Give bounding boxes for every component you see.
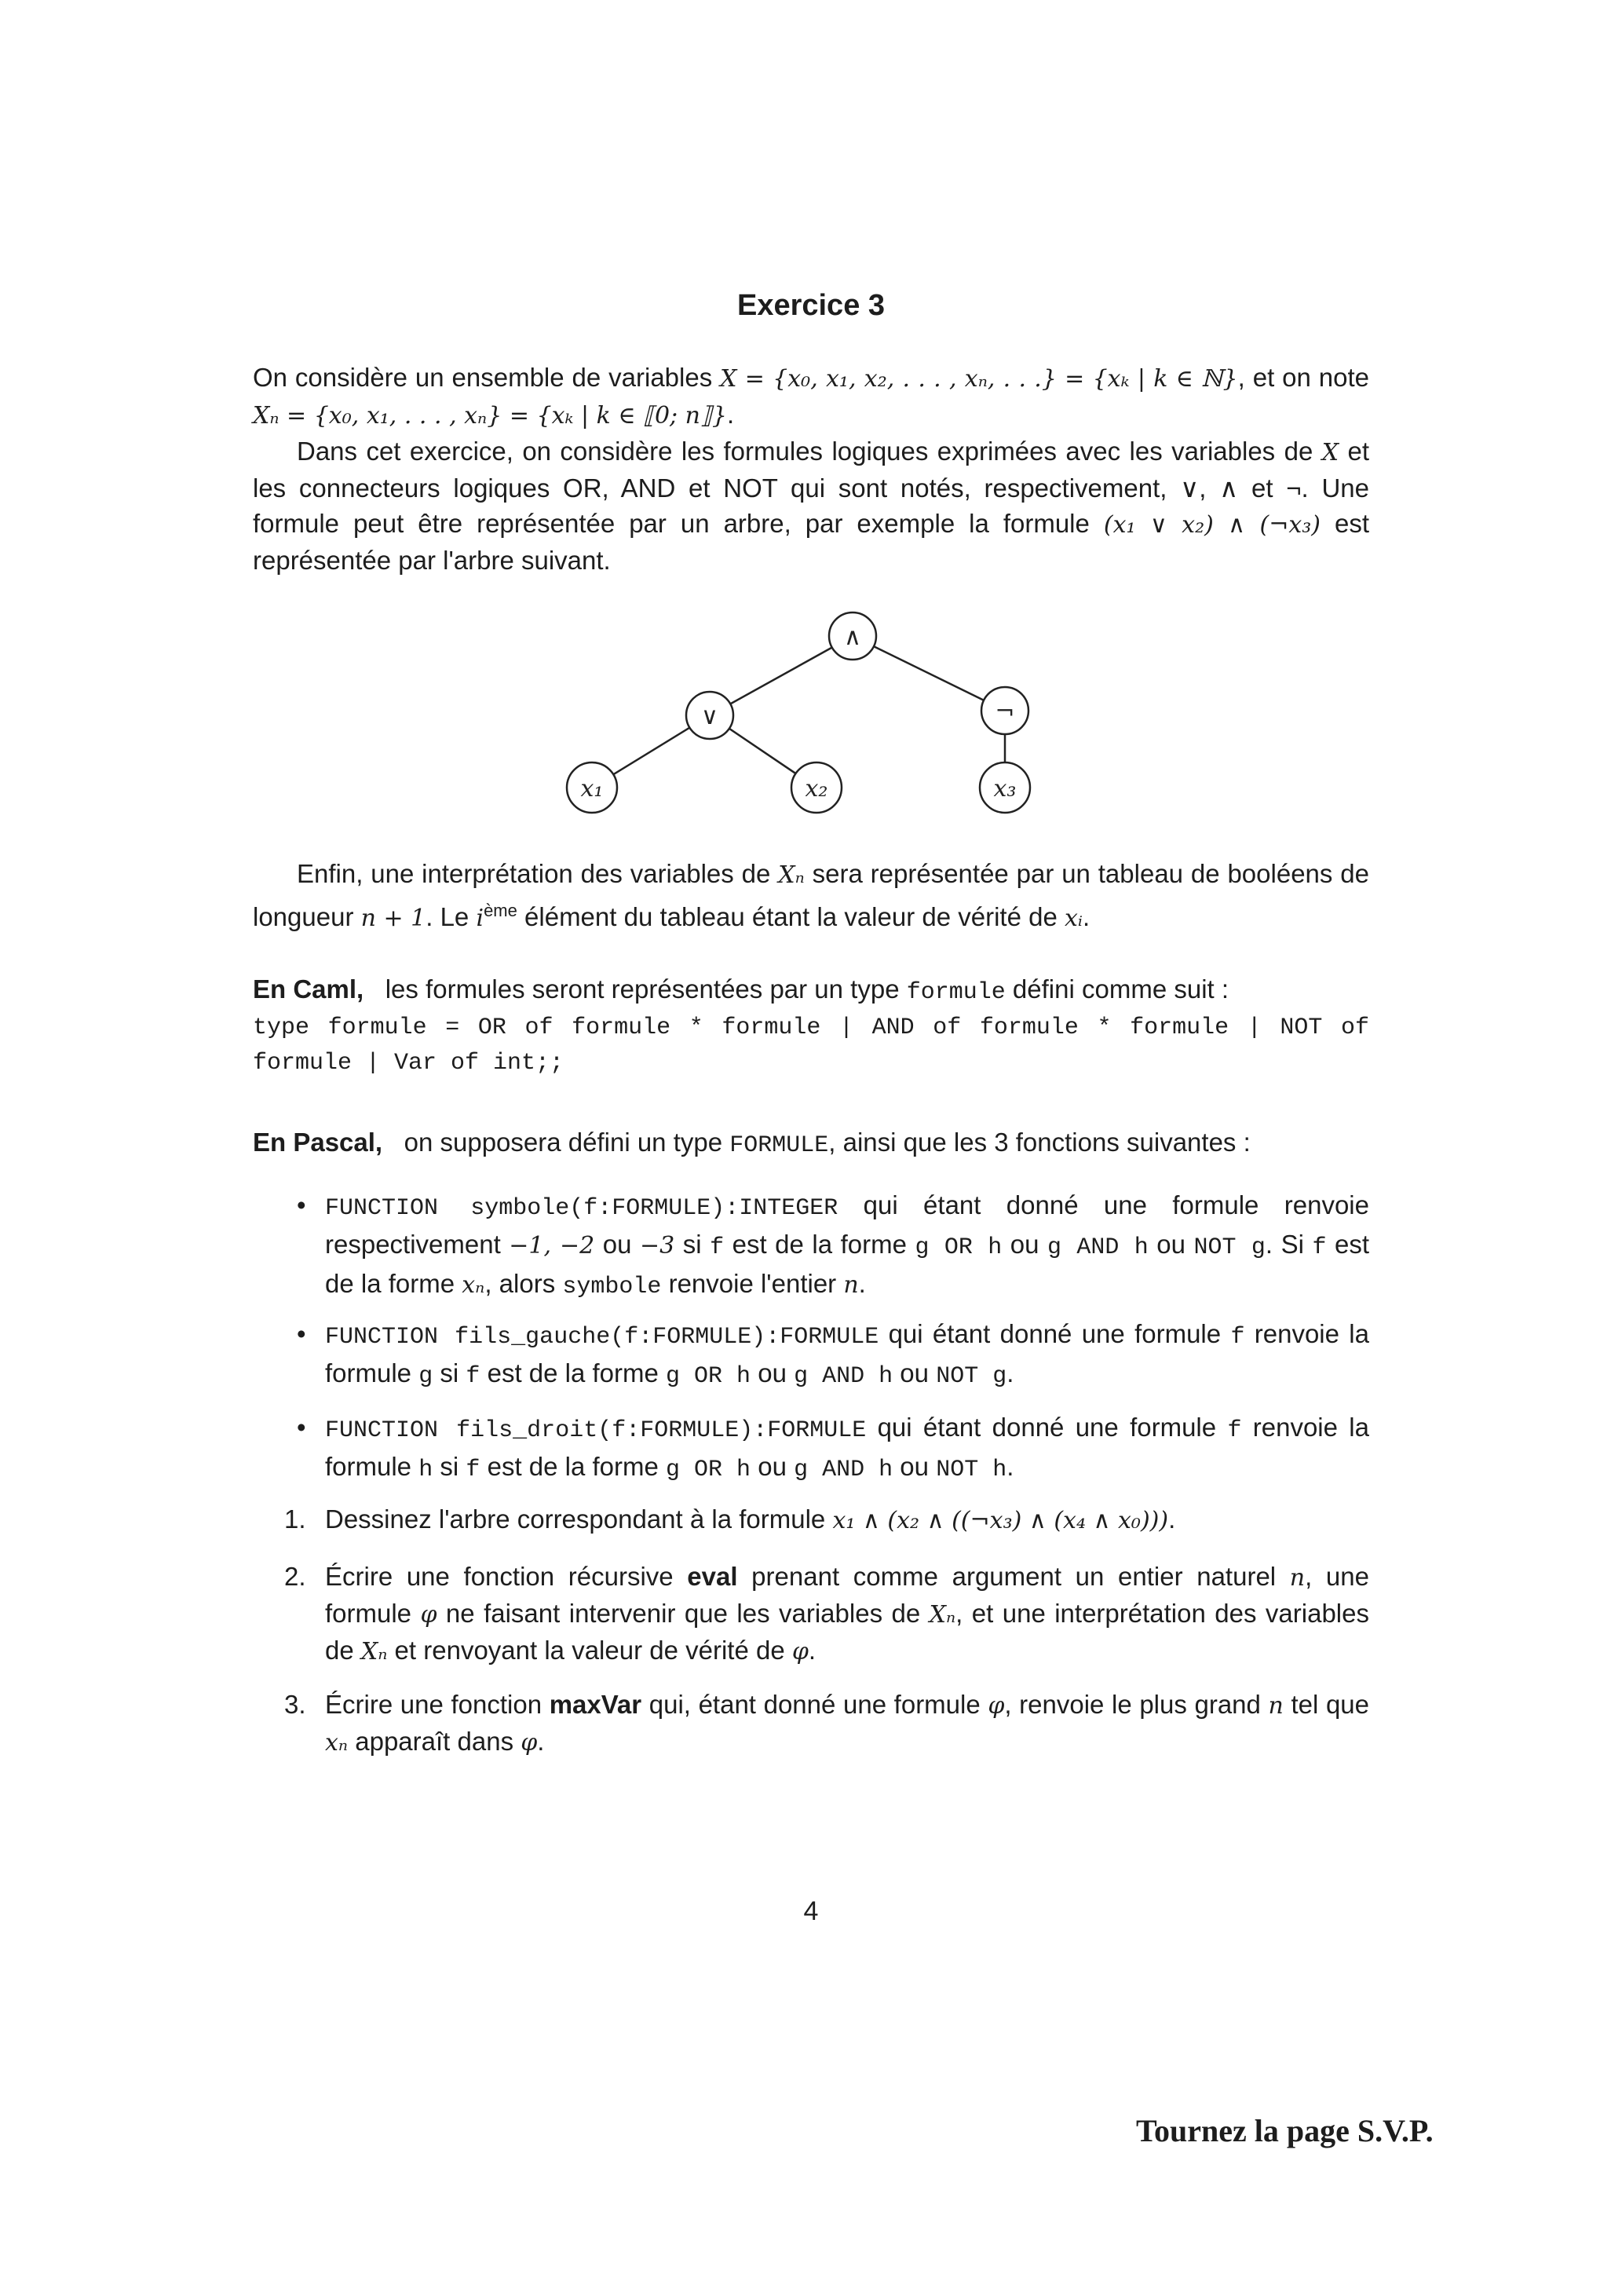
bullet-text: , alors <box>484 1269 563 1298</box>
pascal-label: En Pascal, <box>253 1128 383 1157</box>
bullet-fils-droit <box>297 1409 1369 1488</box>
formula-tree-diagram <box>550 605 1068 840</box>
node-and-label: ∧ <box>844 623 861 651</box>
math-value: −1, −2 <box>509 1232 595 1260</box>
question-text: , renvoie le plus grand <box>1004 1690 1269 1719</box>
code-token: f <box>466 1457 480 1483</box>
interp-text: . <box>1082 902 1090 931</box>
caml-text: les formules seront représentées par un type <box>363 974 907 1004</box>
math-value: −3 <box>639 1232 675 1260</box>
function-name: eval <box>687 1562 738 1591</box>
code-token: g AND h <box>1047 1234 1149 1261</box>
question-text: Dessinez l'arbre correspondant à la formule <box>325 1504 833 1534</box>
question-text: prenant comme argument un entier naturel <box>737 1562 1290 1591</box>
node-or <box>686 692 733 739</box>
code-token: f <box>466 1363 480 1390</box>
math-value: xₙ <box>462 1271 485 1299</box>
intro-text: Dans cet exercice, on considère les formules logiques exprimées avec les variables de <box>297 437 1322 466</box>
bullet-text: ou <box>1148 1230 1194 1259</box>
question-2 <box>284 1559 1369 1669</box>
bullet-text: si <box>433 1452 466 1481</box>
bullet-symbole <box>297 1187 1370 1305</box>
code-token: f <box>710 1234 725 1261</box>
question-text: Écrire une fonction <box>325 1690 550 1719</box>
bullet-text: qui étant donné une formule <box>866 1413 1228 1442</box>
math-value: Xₙ <box>929 1601 956 1629</box>
bullet-text: si <box>674 1230 711 1259</box>
bullet-text: est de la forme <box>480 1358 667 1387</box>
node-and <box>829 612 876 660</box>
intro-text: . <box>726 400 735 429</box>
code-token: g AND h <box>794 1363 893 1390</box>
pascal-section <box>253 1124 1369 1164</box>
question-text: . <box>537 1727 545 1756</box>
function-name: maxVar <box>549 1690 642 1719</box>
code-token: f <box>1227 1417 1242 1444</box>
math-xi: xᵢ <box>1064 905 1083 932</box>
exercise-title: Exercice 3 <box>736 289 886 322</box>
bullet-text: ou <box>751 1358 795 1387</box>
question-text: apparaît dans <box>348 1727 521 1756</box>
intro-paragraph-2 <box>253 433 1369 578</box>
code-token: g AND h <box>794 1457 893 1483</box>
question-text: , et une interprétation des variables de <box>325 1599 1369 1665</box>
code-token: f <box>1230 1324 1245 1351</box>
caml-label: En Caml, <box>253 974 364 1004</box>
interp-text: . Le <box>426 902 477 931</box>
math-value: n <box>1289 1564 1306 1592</box>
math-value: n <box>843 1271 859 1299</box>
intro-text: et les connecteurs logiques OR, AND et NOT qui sont notés, respectivement, ∨, ∧ et ¬. Une formule peut être représentée par un arbre, par exemple la formule <box>253 437 1369 538</box>
math-value: n <box>1268 1692 1284 1720</box>
function-signature: FUNCTION fils_gauche(f:FORMULE):FORMULE <box>325 1324 879 1351</box>
math-value: φ <box>521 1729 538 1757</box>
caml-type-definition: type formule = OR of formule * formule | AND of formule * formule | NOT of formule | Var of int;; <box>253 1015 1369 1077</box>
code-token: NOT h <box>936 1457 1007 1483</box>
bullet-text: qui étant donné une formule renvoie respectivement <box>325 1190 1369 1259</box>
bullet-text: ou <box>751 1452 795 1481</box>
function-signature: FUNCTION fils_droit(f:FORMULE):FORMULE <box>325 1417 867 1444</box>
question-text: et renvoyant la valeur de vérité de <box>387 1636 792 1665</box>
interp-text: sera représentée par un tableau de booléens de longueur <box>253 859 1369 931</box>
question-text: ne faisant intervenir que les variables de <box>437 1599 930 1628</box>
bullet-text: ou <box>1002 1230 1047 1259</box>
math-x: X <box>1321 439 1339 466</box>
code-token: h <box>418 1457 433 1483</box>
question-number: 2. <box>284 1562 306 1591</box>
node-x2 <box>791 762 842 813</box>
math-value: xₙ <box>325 1729 349 1757</box>
math-value: φ <box>988 1692 1005 1720</box>
footer-turn-page: Tournez la page S.V.P. <box>1136 2113 1434 2148</box>
math-value: Xₙ <box>360 1638 388 1665</box>
question-text: . <box>1168 1504 1176 1534</box>
bullet-text: renvoie la formule <box>325 1319 1369 1387</box>
set-x-formula: X = {x₀, x₁, x₂, . . . , xₙ, . . .} = {xₖ | k ∈ ℕ} <box>720 365 1238 393</box>
bullet-text: . Si <box>1265 1230 1313 1259</box>
code-token: g OR h <box>666 1457 751 1483</box>
code-token: g OR h <box>915 1234 1003 1261</box>
node-or-label: ∨ <box>701 703 718 730</box>
bullet-text: est de la forme <box>325 1230 1370 1298</box>
bullet-dot: • <box>297 1413 306 1442</box>
pascal-type-name: FORMULE <box>729 1132 829 1159</box>
question-text: , une formule <box>325 1562 1369 1628</box>
math-formula: x₁ ∧ (x₂ ∧ ((¬x₃) ∧ (x₄ ∧ x₀))) <box>832 1507 1169 1534</box>
set-xn-formula: Xₙ = {x₀, x₁, . . . , xₙ} = {xₖ | k ∈ ⟦0; n⟧} <box>253 402 727 430</box>
interp-text: élément du tableau étant la valeur de vérité de <box>517 902 1065 931</box>
interpretation-paragraph <box>253 856 1369 936</box>
node-x3 <box>980 762 1030 813</box>
intro-paragraph-1 <box>253 360 1369 433</box>
code-token: symbole <box>562 1274 662 1300</box>
code-token: NOT g <box>936 1363 1007 1390</box>
node-x1-label: x₁ <box>580 775 604 803</box>
bullet-text: . <box>1006 1452 1014 1481</box>
question-text: tel que <box>1283 1690 1370 1719</box>
bullet-text: qui étant donné une formule <box>879 1319 1231 1348</box>
bullet-text: est de la forme <box>480 1452 667 1481</box>
example-formula: (x₁ ∨ x₂) ∧ (¬x₃) <box>1103 511 1321 539</box>
bullet-text: ou <box>893 1452 937 1481</box>
bullet-text: est de la forme <box>724 1230 915 1259</box>
bullet-text: . <box>1006 1358 1014 1387</box>
node-not-label: ¬ <box>995 698 1015 726</box>
function-signature: FUNCTION symbole(f:FORMULE):INTEGER <box>325 1195 838 1222</box>
caml-text: défini comme suit : <box>1005 974 1229 1004</box>
node-x2-label: x₂ <box>805 775 828 803</box>
question-number: 1. <box>284 1504 306 1534</box>
question-text: qui, étant donné une formule <box>641 1690 988 1719</box>
caml-intro <box>253 971 1369 1011</box>
code-token: g OR h <box>666 1363 751 1390</box>
node-not <box>981 687 1028 734</box>
edge-and-not <box>853 636 1005 711</box>
pascal-text: on supposera défini un type <box>382 1128 730 1157</box>
math-i: i <box>476 905 484 932</box>
bullet-fils-gauche <box>297 1316 1369 1395</box>
question-text: . <box>808 1636 816 1665</box>
math-value: φ <box>420 1601 437 1629</box>
math-n-plus-1: n + 1 <box>360 905 426 932</box>
bullet-text: renvoie l'entier <box>661 1269 844 1298</box>
superscript-eme: ème <box>484 901 517 920</box>
math-xn: Xₙ <box>778 861 805 889</box>
pascal-text: , ainsi que les 3 fonctions suivantes : <box>828 1128 1251 1157</box>
bullet-text: renvoie la formule <box>325 1413 1369 1481</box>
bullet-text: ou <box>893 1358 937 1387</box>
bullet-text: . <box>858 1269 866 1298</box>
code-token: g <box>418 1363 433 1390</box>
math-value: φ <box>791 1638 809 1665</box>
intro-text: est représentée par l'arbre suivant. <box>253 509 1369 575</box>
bullet-text: si <box>433 1358 466 1387</box>
node-x3-label: x₃ <box>993 775 1017 803</box>
question-number: 3. <box>284 1690 306 1719</box>
page-number: 4 <box>803 1896 819 1926</box>
intro-text: , et on note <box>1237 363 1370 392</box>
interp-text: Enfin, une interprétation des variables de <box>297 859 779 888</box>
code-token: f <box>1312 1234 1327 1261</box>
bullet-dot: • <box>297 1190 306 1219</box>
question-3 <box>284 1687 1369 1760</box>
question-text: Écrire une fonction récursive <box>325 1562 688 1591</box>
caml-section <box>253 971 1369 1081</box>
intro-text: On considère un ensemble de variables <box>253 363 721 392</box>
code-token: NOT g <box>1193 1234 1266 1261</box>
caml-type-name: formule <box>906 979 1006 1006</box>
question-1 <box>284 1501 1369 1538</box>
bullet-text: ou <box>594 1230 640 1259</box>
node-x1 <box>567 762 617 813</box>
bullet-dot: • <box>297 1319 306 1348</box>
intro-section <box>253 360 1369 578</box>
